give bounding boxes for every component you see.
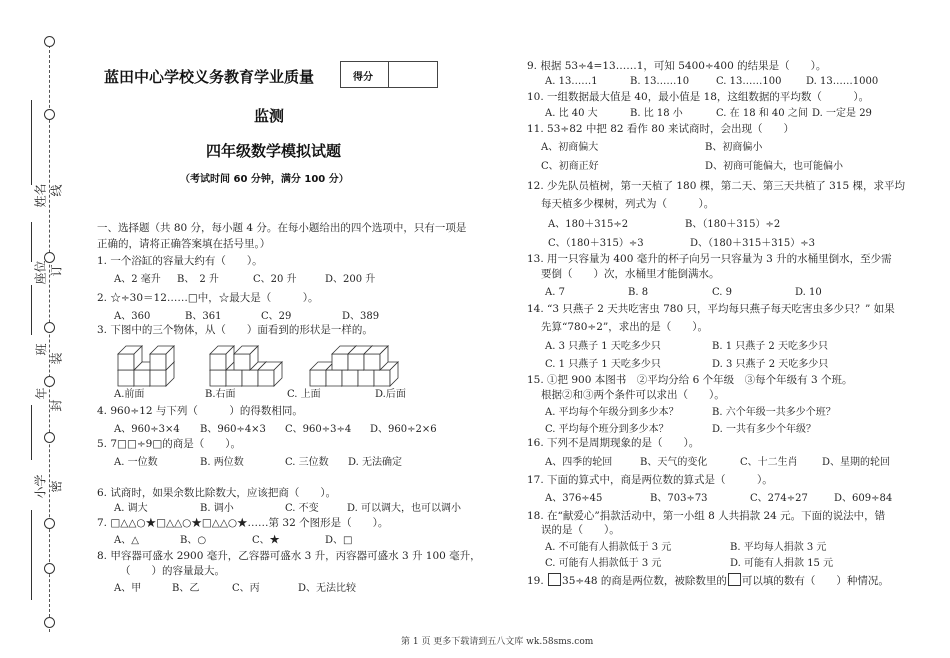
option-11b: B、初商偏小 [705, 142, 763, 153]
question-4: 4. 960÷12 与下列（ ）的得数相同。 [97, 405, 303, 417]
option-16c: C、十二生肖 [740, 457, 798, 468]
answer-blank-box [548, 573, 561, 586]
grade-label: 年 [34, 387, 49, 400]
question-14-line2: 先算“780÷2”，求出的是（ ）。 [541, 321, 709, 333]
secret-char: 密 [49, 480, 64, 493]
option-1b: B、 2 升 [177, 274, 219, 285]
option-12c: C、（180＋315）÷3 [548, 238, 644, 249]
question-6: 6. 试商时，如果余数比除数大，应该把商（ ）。 [97, 487, 337, 499]
option-3d: D.后面 [375, 389, 406, 400]
seat-label: 座位 [33, 260, 48, 285]
option-2a: A、360 [114, 311, 151, 322]
answer-blank-box [728, 573, 741, 586]
option-4c: C、960÷3÷4 [285, 424, 352, 435]
question-2: 2. ☆÷30＝12……□中，☆最大是（ ）。 [97, 292, 319, 304]
option-14c: C. 1 只燕子 1 天吃多少只 [545, 359, 661, 370]
option-14b: B. 1 只燕子 2 天吃多少只 [712, 341, 828, 352]
name-underline [31, 100, 33, 185]
order-char: 订 [49, 264, 64, 277]
option-11c: C、初商正好 [541, 161, 599, 172]
option-7b: B、○ [180, 535, 207, 546]
option-7a: A、△ [114, 535, 139, 546]
option-15c: C. 平均每个班分到多少本？ [545, 424, 669, 435]
binding-hole [44, 109, 55, 120]
option-1d: D、200 升 [325, 274, 376, 285]
question-15: 15. ①把 900 本图书 ②平均分给 6 个年级 ③每个年级有 3 个班。 [527, 374, 853, 386]
option-16d: D、星期的轮回 [822, 457, 891, 468]
option-17a: A、376÷45 [545, 493, 603, 504]
class-label: 班 [34, 343, 49, 356]
binding-hole [44, 617, 55, 628]
option-17d: D、609÷84 [834, 493, 893, 504]
question-8: 8. 甲容器可盛水 2900 毫升，乙容器可盛水 3 升，丙容器可盛水 3 升 100 毫升， [97, 550, 481, 562]
question-9: 9. 根据 53÷4=13……1，可知 5400÷400 的结果是（ ）。 [527, 60, 827, 72]
title-line-1: 蓝田中心学校义务教育学业质量 [104, 68, 315, 86]
question-10: 10. 一组数据最大值是 40，最小值是 18，这组数据的平均数（ ）。 [527, 91, 870, 103]
option-18c: C. 可能有人捐款低于 3 元 [545, 558, 662, 569]
option-10c: C. 在 18 和 40 之间 [716, 108, 808, 119]
name-label: 姓名 [33, 183, 48, 208]
school-underline [31, 510, 33, 600]
option-7d: D、□ [325, 535, 353, 546]
cube-figures [110, 338, 410, 388]
option-16a: A、四季的轮回 [545, 457, 613, 468]
binding-hole [44, 518, 55, 529]
question-8-line2: （ ）的容量最大。 [120, 565, 225, 577]
score-box [340, 61, 438, 88]
option-10d: D. 一定是 29 [812, 108, 872, 119]
option-7c: C、★ [252, 535, 280, 546]
option-10b: B. 比 18 小 [630, 108, 683, 119]
option-8c: C、丙 [232, 583, 260, 594]
option-13c: C. 9 [712, 287, 733, 298]
option-6d: D. 可以调大，也可以调小 [347, 503, 462, 514]
option-13d: D. 10 [795, 287, 822, 298]
option-10a: A. 比 40 大 [545, 108, 598, 119]
option-14a: A. 3 只燕子 1 天吃多少只 [545, 341, 661, 352]
option-5b: B. 两位数 [200, 457, 244, 468]
question-12: 12. 少先队员植树，第一天植了 180 棵，第二天、第三天共植了 315 棵，求平均 [527, 180, 905, 192]
option-6b: B. 调小 [200, 503, 234, 514]
option-9b: B. 13……10 [630, 76, 690, 87]
school-label: 小学 [33, 474, 48, 499]
question-15-line2: 根据②和③两个条件可以求出（ ）。 [541, 389, 725, 401]
option-3b: B.右面 [205, 389, 236, 400]
option-18b: B. 平均每人捐款 3 元 [730, 542, 827, 553]
option-15a: A. 平均每个年级分到多少本？ [545, 407, 679, 418]
exam-info: （考试时间 60 分钟，满分 100 分） [180, 174, 349, 185]
score-label: 得分 [353, 72, 373, 83]
option-12a: A、180＋315÷2 [548, 219, 629, 230]
page-footer: 第 1 页 更多下载请到五八文库 wk.58sms.com [401, 637, 594, 647]
question-5: 5. 7□□÷9□的商是（ ）。 [97, 438, 242, 450]
option-8d: D、无法比较 [298, 583, 357, 594]
question-12-line2: 每天植多少棵树，列式为（ ）。 [541, 198, 715, 210]
install-char: 装 [49, 352, 64, 365]
title-line-2: 监测 [254, 107, 285, 125]
option-9d: D. 13……1000 [806, 76, 879, 87]
question-16: 16. 下列不是周期现象的是（ ）。 [527, 437, 700, 449]
option-4d: D、960÷2×6 [370, 424, 437, 435]
question-14: 14. “3 只燕子 2 天共吃害虫 780 只，平均每只燕子每天吃害虫多少只？” 如果 [527, 303, 895, 315]
binding-hole [44, 432, 55, 443]
question-13-line2: 要倒（ ）次，水桶里才能倒满水。 [541, 268, 720, 280]
question-17: 17. 下面的算式中，商是两位数的算式是（ ）。 [527, 474, 773, 486]
question-18-line2: 误的是（ ）。 [541, 524, 620, 536]
question-19: 19. 35÷48 的商是两位数，被除数里的 可以填的数有（ ）种情况。 [527, 575, 889, 587]
option-12d: D、（180＋315＋315）÷3 [690, 238, 816, 249]
option-9a: A. 13……1 [545, 76, 598, 87]
option-8a: A、甲 [114, 583, 142, 594]
option-2d: D、389 [342, 311, 380, 322]
seal-char: 封 [49, 399, 64, 412]
question-13: 13. 用一只容量为 400 毫升的杯子向另一只容量为 3 升的水桶里倒水，至少需 [527, 253, 892, 265]
option-9c: C. 13……100 [716, 76, 782, 87]
binding-hole [44, 376, 55, 387]
question-7: 7. □△△○★□△△○★□△△○★……第 32 个图形是（ ）。 [97, 517, 389, 529]
option-11a: A、初商偏大 [541, 142, 599, 153]
option-17b: B、703÷73 [650, 493, 708, 504]
option-16b: B、天气的变化 [640, 457, 708, 468]
option-11d: D、初商可能偏大，也可能偏小 [705, 161, 844, 172]
option-13a: A. 7 [545, 287, 565, 298]
binding-hole [44, 563, 55, 574]
binding-dashed-line [49, 40, 50, 632]
figure-1 [118, 346, 174, 386]
option-3a: A.前面 [114, 389, 145, 400]
option-15b: B. 六个年级一共多少个班？ [712, 407, 836, 418]
option-18d: D. 可能有人捐款 15 元 [730, 558, 834, 569]
option-2c: C、29 [261, 311, 292, 322]
option-14d: D. 3 只燕子 2 天吃多少只 [712, 359, 829, 370]
question-1: 1. 一个浴缸的容量大约有（ ）。 [97, 255, 263, 267]
option-8b: B、乙 [172, 583, 200, 594]
question-18: 18. 在“献爱心”捐款活动中，第一小组 8 人共捐款 24 元。下面的说法中，错 [527, 510, 886, 522]
seat-underline [31, 222, 33, 262]
figure-3 [310, 346, 398, 386]
option-5a: A. 一位数 [114, 457, 158, 468]
option-5c: C. 三位数 [285, 457, 329, 468]
binding-hole [44, 322, 55, 333]
question-3: 3. 下图中的三个物体，从（ ）面看到的形状是一样的。 [97, 324, 373, 336]
class-underline [31, 285, 33, 335]
section-heading-2: 正确的，请将正确答案填在括号里。） [97, 238, 271, 250]
line-char: 线 [49, 184, 64, 197]
option-5d: D. 无法确定 [348, 457, 403, 468]
figure-2 [210, 346, 282, 386]
option-1c: C、20 升 [253, 274, 297, 285]
option-4a: A、960÷3×4 [114, 424, 180, 435]
grade-underline [31, 405, 33, 460]
option-1a: A、2 毫升 [114, 274, 161, 285]
option-4b: B、960÷4×3 [200, 424, 266, 435]
option-3c: C. 上面 [287, 389, 321, 400]
exam-subtitle: 四年级数学模拟试题 [206, 142, 342, 160]
binding-hole [44, 36, 55, 47]
option-6a: A. 调大 [114, 503, 148, 514]
option-18a: A. 不可能有人捐款低于 3 元 [545, 542, 672, 553]
option-13b: B. 8 [628, 287, 649, 298]
section-heading: 一、选择题（共 80 分，每小题 4 分。在每小题给出的四个选项中，只有一项是 [97, 222, 467, 234]
option-6c: C. 不变 [285, 503, 319, 514]
option-15d: D. 一共有多少个年级？ [712, 424, 817, 435]
option-17c: C、274÷27 [750, 493, 808, 504]
question-11: 11. 53÷82 中把 82 看作 80 来试商时，会出现（ ） [527, 123, 794, 135]
option-12b: B、（180＋315）÷2 [685, 219, 781, 230]
option-2b: B、361 [185, 311, 222, 322]
